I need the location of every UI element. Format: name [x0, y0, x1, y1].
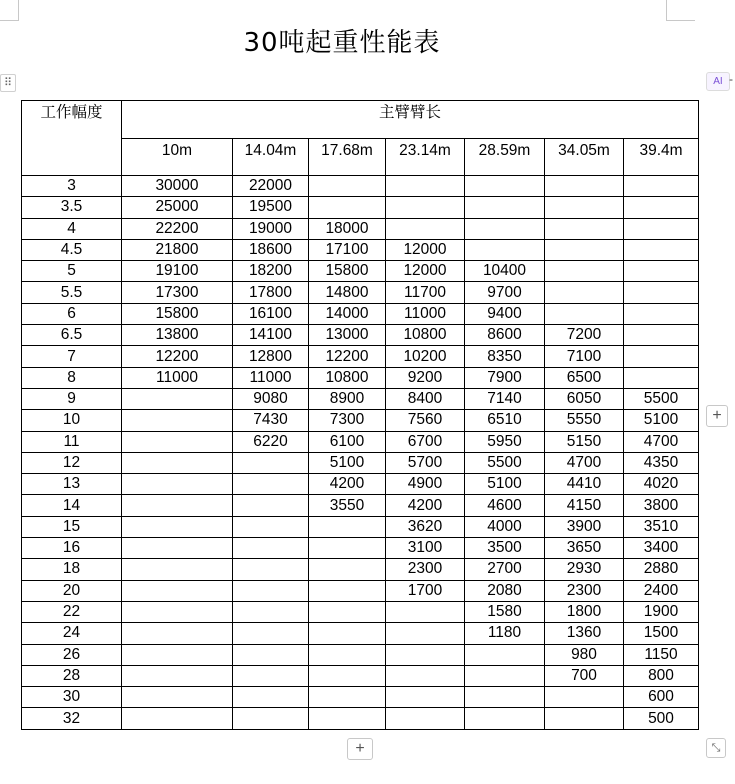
- radius-cell[interactable]: 20: [22, 580, 122, 601]
- capacity-cell[interactable]: 11000: [122, 367, 233, 388]
- capacity-cell[interactable]: [465, 644, 545, 665]
- capacity-cell[interactable]: 6700: [386, 431, 465, 452]
- capacity-cell[interactable]: [309, 708, 386, 729]
- capacity-cell[interactable]: 15800: [122, 303, 233, 324]
- capacity-cell[interactable]: 1500: [624, 623, 699, 644]
- boom-length-cell: 10m: [122, 139, 233, 176]
- capacity-cell[interactable]: 3400: [624, 538, 699, 559]
- page-title: 30吨起重性能表: [243, 28, 441, 58]
- ai-assistant-button[interactable]: AI: [706, 72, 730, 91]
- capacity-cell[interactable]: 5700: [386, 452, 465, 473]
- capacity-cell[interactable]: 7200: [545, 325, 624, 346]
- capacity-cell[interactable]: [545, 197, 624, 218]
- capacity-cell[interactable]: [309, 538, 386, 559]
- capacity-cell[interactable]: 4000: [465, 516, 545, 537]
- boom-length-cell: 23.14m: [386, 139, 465, 176]
- capacity-cell[interactable]: 12000: [386, 261, 465, 282]
- add-column-button[interactable]: +: [706, 405, 728, 427]
- table-row: [22, 538, 699, 559]
- capacity-cell[interactable]: 22200: [122, 218, 233, 239]
- capacity-cell[interactable]: [545, 303, 624, 324]
- capacity-cell[interactable]: 25000: [122, 197, 233, 218]
- capacity-cell[interactable]: 16100: [233, 303, 309, 324]
- boom-length-cell: 39.4m: [624, 139, 699, 176]
- capacity-cell[interactable]: 17800: [233, 282, 309, 303]
- capacity-cell[interactable]: [624, 239, 699, 260]
- capacity-cell[interactable]: 3620: [386, 516, 465, 537]
- radius-cell[interactable]: 10: [22, 410, 122, 431]
- capacity-cell[interactable]: 4900: [386, 474, 465, 495]
- table-row: [22, 431, 699, 452]
- table-row: [22, 261, 699, 282]
- table-row: [22, 474, 699, 495]
- table-row: [22, 410, 699, 431]
- boom-length-cell: 14.04m: [233, 139, 309, 176]
- radius-cell[interactable]: 3: [22, 176, 122, 197]
- capacity-cell[interactable]: [465, 218, 545, 239]
- table-row: [22, 197, 699, 218]
- radius-cell[interactable]: 14: [22, 495, 122, 516]
- capacity-cell[interactable]: 11700: [386, 282, 465, 303]
- capacity-cell[interactable]: 1580: [465, 601, 545, 622]
- capacity-cell[interactable]: 5500: [624, 388, 699, 409]
- capacity-cell[interactable]: 5100: [309, 452, 386, 473]
- capacity-cell[interactable]: 4700: [624, 431, 699, 452]
- capacity-cell[interactable]: 8900: [309, 388, 386, 409]
- capacity-cell[interactable]: 5950: [465, 431, 545, 452]
- capacity-cell[interactable]: [386, 644, 465, 665]
- capacity-cell[interactable]: [624, 303, 699, 324]
- capacity-cell[interactable]: 19000: [233, 218, 309, 239]
- capacity-cell[interactable]: 13800: [122, 325, 233, 346]
- capacity-cell[interactable]: 3900: [545, 516, 624, 537]
- capacity-cell[interactable]: [233, 495, 309, 516]
- radius-cell[interactable]: 6: [22, 303, 122, 324]
- capacity-cell[interactable]: [309, 623, 386, 644]
- table-row: [22, 239, 699, 260]
- radius-cell[interactable]: 24: [22, 623, 122, 644]
- boom-length-cell: 28.59m: [465, 139, 545, 176]
- radius-cell[interactable]: 13: [22, 474, 122, 495]
- capacity-cell[interactable]: 800: [624, 665, 699, 686]
- capacity-cell[interactable]: [545, 176, 624, 197]
- radius-cell[interactable]: 15: [22, 516, 122, 537]
- capacity-cell[interactable]: 4020: [624, 474, 699, 495]
- capacity-cell[interactable]: [386, 176, 465, 197]
- capacity-cell[interactable]: [624, 282, 699, 303]
- radius-cell[interactable]: 22: [22, 601, 122, 622]
- table-row: [22, 176, 699, 197]
- radius-cell[interactable]: 18: [22, 559, 122, 580]
- capacity-cell[interactable]: 4350: [624, 452, 699, 473]
- radius-cell[interactable]: 3.5: [22, 197, 122, 218]
- capacity-cell[interactable]: 12200: [122, 346, 233, 367]
- capacity-cell[interactable]: 5550: [545, 410, 624, 431]
- capacity-cell[interactable]: [465, 665, 545, 686]
- capacity-cell[interactable]: 3500: [465, 538, 545, 559]
- capacity-cell[interactable]: 4600: [465, 495, 545, 516]
- capacity-cell[interactable]: [233, 538, 309, 559]
- capacity-cell[interactable]: 9700: [465, 282, 545, 303]
- capacity-cell[interactable]: 15800: [309, 261, 386, 282]
- capacity-cell[interactable]: 17300: [122, 282, 233, 303]
- radius-cell[interactable]: 16: [22, 538, 122, 559]
- table-row: [22, 559, 699, 580]
- capacity-cell[interactable]: [465, 687, 545, 708]
- capacity-cell[interactable]: 7100: [545, 346, 624, 367]
- capacity-cell[interactable]: [386, 708, 465, 729]
- capacity-cell[interactable]: [233, 452, 309, 473]
- capacity-cell[interactable]: [233, 623, 309, 644]
- capacity-cell[interactable]: 8350: [465, 346, 545, 367]
- capacity-cell[interactable]: [624, 197, 699, 218]
- capacity-cell[interactable]: 7140: [465, 388, 545, 409]
- capacity-cell[interactable]: [122, 665, 233, 686]
- capacity-cell[interactable]: [233, 708, 309, 729]
- capacity-cell[interactable]: [122, 687, 233, 708]
- capacity-cell[interactable]: 9200: [386, 367, 465, 388]
- capacity-cell[interactable]: 1800: [545, 601, 624, 622]
- capacity-cell[interactable]: 1180: [465, 623, 545, 644]
- table-row: [22, 452, 699, 473]
- capacity-cell[interactable]: 7900: [465, 367, 545, 388]
- capacity-cell[interactable]: 4410: [545, 474, 624, 495]
- capacity-cell[interactable]: [386, 665, 465, 686]
- capacity-cell[interactable]: 6500: [545, 367, 624, 388]
- capacity-cell[interactable]: 700: [545, 665, 624, 686]
- capacity-cell[interactable]: [309, 580, 386, 601]
- table-row: [22, 516, 699, 537]
- table-row: [22, 665, 699, 686]
- capacity-cell[interactable]: [122, 708, 233, 729]
- radius-cell[interactable]: 9: [22, 388, 122, 409]
- capacity-cell[interactable]: 22000: [233, 176, 309, 197]
- capacity-cell[interactable]: 10400: [465, 261, 545, 282]
- capacity-cell[interactable]: [122, 516, 233, 537]
- capacity-cell[interactable]: 6510: [465, 410, 545, 431]
- radius-cell[interactable]: 4: [22, 218, 122, 239]
- radius-cell[interactable]: 4.5: [22, 239, 122, 260]
- capacity-cell[interactable]: 3510: [624, 516, 699, 537]
- table-row: [22, 644, 699, 665]
- capacity-cell[interactable]: 6050: [545, 388, 624, 409]
- capacity-cell[interactable]: [309, 197, 386, 218]
- capacity-cell[interactable]: 13000: [309, 325, 386, 346]
- capacity-cell[interactable]: 11000: [233, 367, 309, 388]
- capacity-cell[interactable]: [545, 687, 624, 708]
- radius-cell[interactable]: 7: [22, 346, 122, 367]
- capacity-cell[interactable]: 3800: [624, 495, 699, 516]
- radius-cell[interactable]: 6.5: [22, 325, 122, 346]
- capacity-cell[interactable]: 1900: [624, 601, 699, 622]
- capacity-cell[interactable]: 1150: [624, 644, 699, 665]
- table-row: [22, 601, 699, 622]
- capacity-cell[interactable]: [465, 176, 545, 197]
- capacity-cell[interactable]: 500: [624, 708, 699, 729]
- capacity-cell[interactable]: [624, 261, 699, 282]
- capacity-cell[interactable]: [465, 197, 545, 218]
- capacity-cell[interactable]: [122, 495, 233, 516]
- page-corner-mark: [0, 0, 19, 21]
- capacity-cell[interactable]: [386, 623, 465, 644]
- table-resize-icon[interactable]: ⤡: [706, 738, 726, 758]
- capacity-cell[interactable]: [122, 431, 233, 452]
- capacity-cell[interactable]: 14000: [309, 303, 386, 324]
- capacity-cell[interactable]: 6100: [309, 431, 386, 452]
- capacity-cell[interactable]: 21800: [122, 239, 233, 260]
- capacity-cell[interactable]: 1360: [545, 623, 624, 644]
- capacity-cell[interactable]: 12200: [309, 346, 386, 367]
- capacity-cell[interactable]: [465, 708, 545, 729]
- capacity-cell[interactable]: [309, 559, 386, 580]
- radius-cell[interactable]: 5: [22, 261, 122, 282]
- capacity-cell[interactable]: [309, 687, 386, 708]
- capacity-cell[interactable]: [545, 239, 624, 260]
- capacity-cell[interactable]: [122, 623, 233, 644]
- capacity-cell[interactable]: 2080: [465, 580, 545, 601]
- capacity-cell[interactable]: 8400: [386, 388, 465, 409]
- radius-cell[interactable]: 11: [22, 431, 122, 452]
- capacity-cell[interactable]: 7430: [233, 410, 309, 431]
- capacity-cell[interactable]: 2930: [545, 559, 624, 580]
- capacity-cell[interactable]: 10200: [386, 346, 465, 367]
- add-row-button[interactable]: +: [347, 738, 373, 760]
- capacity-cell[interactable]: [624, 367, 699, 388]
- capacity-cell[interactable]: [233, 559, 309, 580]
- capacity-cell[interactable]: 3100: [386, 538, 465, 559]
- capacity-cell[interactable]: 11000: [386, 303, 465, 324]
- capacity-cell[interactable]: [309, 176, 386, 197]
- capacity-cell[interactable]: 9400: [465, 303, 545, 324]
- capacity-cell[interactable]: 5500: [465, 452, 545, 473]
- capacity-cell[interactable]: [122, 410, 233, 431]
- capacity-cell[interactable]: 5150: [545, 431, 624, 452]
- table-row: [22, 303, 699, 324]
- capacity-cell[interactable]: 7560: [386, 410, 465, 431]
- capacity-cell[interactable]: 4150: [545, 495, 624, 516]
- table-row: [22, 218, 699, 239]
- capacity-cell[interactable]: [386, 218, 465, 239]
- capacity-cell[interactable]: [386, 601, 465, 622]
- capacity-cell[interactable]: [624, 325, 699, 346]
- capacity-cell[interactable]: 12800: [233, 346, 309, 367]
- capacity-cell[interactable]: [233, 644, 309, 665]
- capacity-cell[interactable]: [309, 516, 386, 537]
- capacity-cell[interactable]: [122, 452, 233, 473]
- capacity-cell[interactable]: [233, 580, 309, 601]
- capacity-cell[interactable]: 3550: [309, 495, 386, 516]
- capacity-cell[interactable]: 18200: [233, 261, 309, 282]
- table-row: [22, 346, 699, 367]
- table-body: [22, 176, 699, 730]
- crane-performance-table: [21, 100, 699, 730]
- capacity-cell[interactable]: 17100: [309, 239, 386, 260]
- capacity-cell[interactable]: 5100: [624, 410, 699, 431]
- table-row: [22, 282, 699, 303]
- capacity-cell[interactable]: [122, 538, 233, 559]
- table-row: [22, 325, 699, 346]
- capacity-cell[interactable]: [624, 346, 699, 367]
- capacity-cell[interactable]: 19100: [122, 261, 233, 282]
- boom-length-cell: 17.68m: [309, 139, 386, 176]
- table-row: [22, 367, 699, 388]
- capacity-cell[interactable]: 8600: [465, 325, 545, 346]
- radius-cell[interactable]: 8: [22, 367, 122, 388]
- radius-cell[interactable]: 5.5: [22, 282, 122, 303]
- capacity-cell[interactable]: 10800: [386, 325, 465, 346]
- radius-cell[interactable]: 26: [22, 644, 122, 665]
- capacity-cell[interactable]: 19500: [233, 197, 309, 218]
- capacity-cell[interactable]: [122, 580, 233, 601]
- capacity-cell[interactable]: 1700: [386, 580, 465, 601]
- radius-cell[interactable]: 30: [22, 687, 122, 708]
- capacity-cell[interactable]: 2300: [545, 580, 624, 601]
- capacity-cell[interactable]: [545, 218, 624, 239]
- capacity-cell[interactable]: 14800: [309, 282, 386, 303]
- capacity-cell[interactable]: 980: [545, 644, 624, 665]
- capacity-cell[interactable]: [309, 665, 386, 686]
- capacity-cell[interactable]: 2300: [386, 559, 465, 580]
- table-row: [22, 623, 699, 644]
- capacity-cell[interactable]: [386, 687, 465, 708]
- capacity-cell[interactable]: [545, 282, 624, 303]
- capacity-cell[interactable]: [309, 601, 386, 622]
- capacity-cell[interactable]: 2880: [624, 559, 699, 580]
- capacity-cell[interactable]: [233, 687, 309, 708]
- table-row: [22, 687, 699, 708]
- radius-cell[interactable]: 12: [22, 452, 122, 473]
- capacity-cell[interactable]: [122, 474, 233, 495]
- capacity-cell[interactable]: 4200: [309, 474, 386, 495]
- capacity-cell[interactable]: [624, 176, 699, 197]
- capacity-cell[interactable]: 6220: [233, 431, 309, 452]
- capacity-cell[interactable]: [122, 601, 233, 622]
- table-row: [22, 580, 699, 601]
- working-radius-header: 工作幅度: [22, 101, 122, 176]
- capacity-cell[interactable]: 4700: [545, 452, 624, 473]
- table-row: [22, 388, 699, 409]
- capacity-cell[interactable]: [624, 218, 699, 239]
- radius-cell[interactable]: 28: [22, 665, 122, 686]
- capacity-cell[interactable]: 12000: [386, 239, 465, 260]
- capacity-cell[interactable]: 3650: [545, 538, 624, 559]
- capacity-cell[interactable]: [309, 644, 386, 665]
- capacity-cell[interactable]: [122, 388, 233, 409]
- table-move-handle-icon[interactable]: ⠿: [0, 74, 16, 92]
- capacity-cell[interactable]: 18600: [233, 239, 309, 260]
- boom-length-cell: 34.05m: [545, 139, 624, 176]
- capacity-cell[interactable]: [465, 239, 545, 260]
- capacity-cell[interactable]: 2700: [465, 559, 545, 580]
- boom-length-header: 主臂臂长: [122, 101, 699, 139]
- capacity-cell[interactable]: [386, 197, 465, 218]
- capacity-cell[interactable]: [122, 559, 233, 580]
- capacity-cell[interactable]: 600: [624, 687, 699, 708]
- capacity-cell[interactable]: [545, 708, 624, 729]
- boom-length-row: [22, 139, 699, 176]
- capacity-cell[interactable]: [233, 665, 309, 686]
- table-row: [22, 708, 699, 729]
- capacity-cell[interactable]: 2400: [624, 580, 699, 601]
- capacity-cell[interactable]: [233, 474, 309, 495]
- page-corner-mark: [666, 0, 695, 21]
- capacity-cell[interactable]: [545, 261, 624, 282]
- table-row: [22, 495, 699, 516]
- radius-cell[interactable]: 32: [22, 708, 122, 729]
- capacity-cell[interactable]: 4200: [386, 495, 465, 516]
- capacity-cell[interactable]: 7300: [309, 410, 386, 431]
- capacity-cell[interactable]: 9080: [233, 388, 309, 409]
- ai-assistant-suffix: -: [729, 72, 733, 86]
- capacity-cell[interactable]: 14100: [233, 325, 309, 346]
- capacity-cell[interactable]: 10800: [309, 367, 386, 388]
- capacity-cell[interactable]: [233, 516, 309, 537]
- capacity-cell[interactable]: [122, 644, 233, 665]
- capacity-cell[interactable]: 30000: [122, 176, 233, 197]
- capacity-cell[interactable]: 5100: [465, 474, 545, 495]
- capacity-cell[interactable]: [233, 601, 309, 622]
- capacity-cell[interactable]: 18000: [309, 218, 386, 239]
